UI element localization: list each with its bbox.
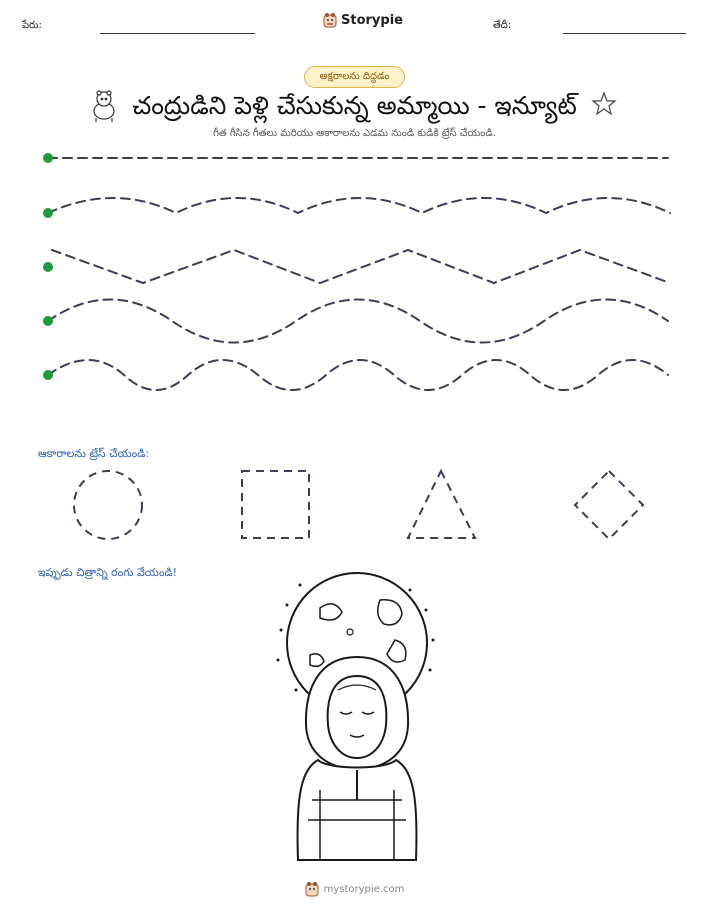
color-label: ఇప్పుడు చిత్రాన్ని రంగు వేయండి! (38, 566, 178, 579)
footer (0, 881, 709, 897)
footer-url[interactable]: mystorypie.com (323, 883, 405, 895)
instructions: గీత గీసిన గీతలు మరియు ఆకారాలను ఎడమ నుండి కుడికి ట్రేస్ చేయండి. (213, 128, 496, 139)
shapes-label: ఆకారాలను ట్రేస్ చేయండి: (38, 447, 150, 460)
date-label: తేదీ: (493, 20, 512, 31)
name-label: పేరు: (22, 20, 42, 31)
brand-name: Storypie (341, 12, 403, 28)
coloring-illustration[interactable] (277, 573, 435, 860)
storypie-logo-icon (305, 881, 319, 897)
category-badge: అక్షరాలను దిద్దడం (304, 66, 405, 88)
page-title: చంద్రుడిని పెళ్లి చేసుకున్న అమ్మాయి - ఇన్యూట్ (132, 91, 577, 120)
